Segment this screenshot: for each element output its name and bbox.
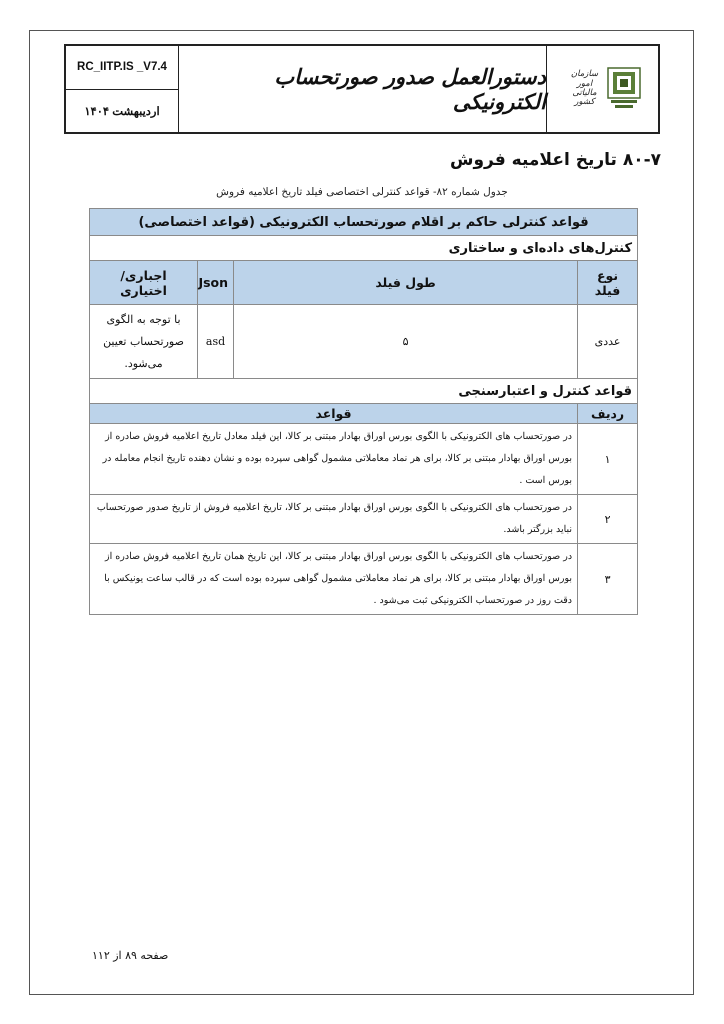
org-name: سازمان امور مالیاتی کشور <box>570 69 599 108</box>
col-json: Json <box>198 261 234 305</box>
rule-text: در صورتحساب های الکترونیکی با الگوی بورس اوراق بهادار مبتنی بر کالا، تاریخ اعلامیه فروش از تاریخ صدور صورتحساب نباید بزرگتر باشد. <box>90 495 578 544</box>
table-row <box>90 495 638 544</box>
org-logo <box>546 46 658 132</box>
document-title: دستورالعمل صدور صورتحساب الکترونیکی <box>274 64 546 114</box>
page-number: صفحه ۸۹ از ۱۱۲ <box>92 949 169 962</box>
rule-text: در صورتحساب های الکترونیکی با الگوی بورس اوراق بهادار مبتنی بر کالا، این فیلد معادل تاریخ اعلامیه فروش صادره از بورس اوراق بهادار مبتنی بر کالا، برای هر نماد معاملاتی مشمول گواهی سپرده بوده و نشان دهنده تاریخ انجام معامله در بورس است . <box>90 424 578 495</box>
col-field-length: طول فیلد <box>234 261 578 305</box>
table-banner: قواعد کنترلی حاکم بر اقلام صورتحساب الکترونیکی (قواعد اختصاصی) <box>90 209 638 236</box>
rule-index: ۱ <box>578 424 638 495</box>
rule-index: ۳ <box>578 544 638 615</box>
rules-table <box>89 208 638 615</box>
field-length-value: ۵ <box>234 305 578 379</box>
rule-text: در صورتحساب های الکترونیکی با الگوی بورس اوراق بهادار مبتنی بر کالا، این تاریخ همان تاریخ اعلامیه فروش صادره از بورس اوراق بهادار مبتنی بر کالا، برای هر نماد معاملاتی مشمول گواهی سپرده بوده است که در قالب ساعت یونیکس با دقت روز در صورتحساب الکترونیکی ثبت می‌شود . <box>90 544 578 615</box>
table-row <box>90 424 638 495</box>
document-code: RC_IITP.IS _V7.4 <box>66 46 178 90</box>
rule-index: ۲ <box>578 495 638 544</box>
rules-heading: قواعد کنترل و اعتبارسنجی <box>90 379 638 404</box>
document-header <box>64 44 660 134</box>
section-title: ۸۰-۷ تاریخ اعلامیه فروش <box>450 150 661 170</box>
field-type-value: عددی <box>578 305 638 379</box>
table-row <box>90 544 638 615</box>
col-index: ردیف <box>578 404 638 424</box>
col-rules: قواعد <box>90 404 578 424</box>
json-value: asd <box>198 305 234 379</box>
col-field-type: نوع فیلد <box>578 261 638 305</box>
structure-heading: کنترل‌های داده‌ای و ساختاری <box>90 236 638 261</box>
col-mandatory: اجباری/ اختیاری <box>90 261 198 305</box>
emblem-icon <box>607 67 641 111</box>
document-meta <box>66 46 179 132</box>
mandatory-value: با توجه به الگوی صورتحساب تعیین می‌شود. <box>90 305 198 379</box>
document-date: اردیبهشت ۱۴۰۴ <box>84 105 160 118</box>
table-caption: جدول شماره ۸۲- قواعد کنترلی اختصاصی فیلد تاریخ اعلامیه فروش <box>216 186 508 198</box>
